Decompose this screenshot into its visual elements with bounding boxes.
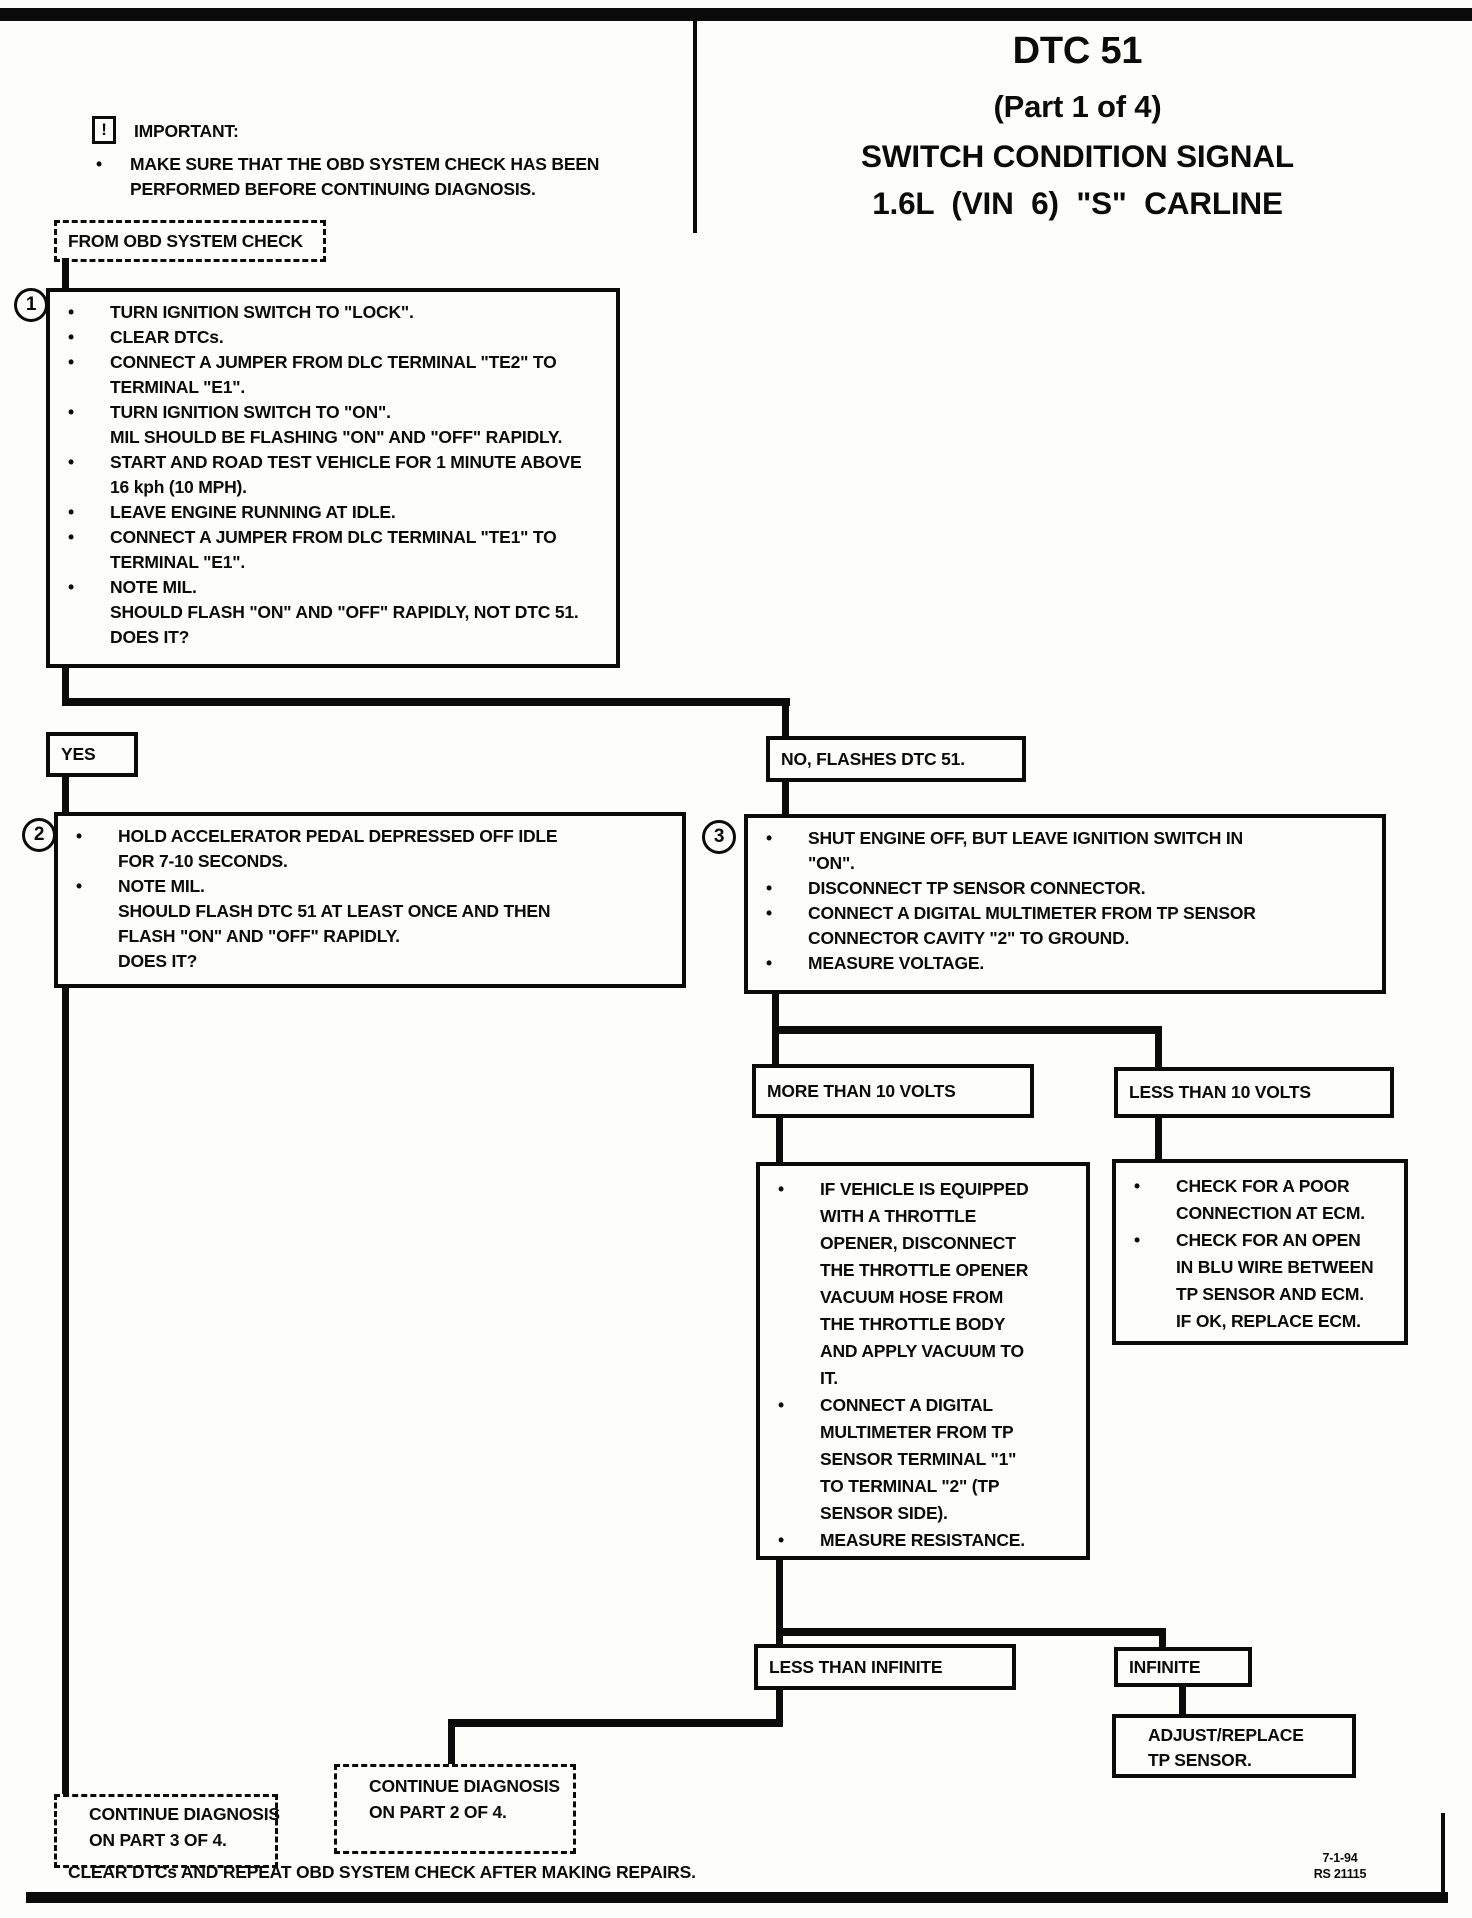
bullet-spacer: [778, 1446, 820, 1473]
footer-date: 7-1-94: [1322, 1851, 1358, 1865]
adjust-text: [1116, 1718, 1352, 1777]
bullet-spacer: [766, 926, 808, 951]
connector: [776, 1116, 783, 1164]
node-throttle-opener-check: [756, 1162, 1090, 1560]
line-text: MIL SHOULD BE FLASHING "ON" AND "OFF" RAPIDLY.: [110, 427, 563, 447]
text-line: [68, 550, 612, 575]
text-line: [68, 400, 612, 425]
line-text: CONNECT A DIGITAL MULTIMETER FROM TP SENSOR: [808, 903, 1256, 923]
bullet-spacer: [68, 475, 110, 500]
connector: [1179, 1685, 1186, 1715]
line-text: MEASURE RESISTANCE.: [820, 1530, 1025, 1550]
bullet-glyph: •: [68, 352, 74, 372]
text-line: [68, 375, 612, 400]
line-text: "ON".: [808, 853, 855, 873]
connector: [62, 698, 790, 706]
bullet-glyph: •: [778, 1179, 784, 1199]
line-text: NOTE MIL.: [110, 577, 197, 597]
line-text: CONNECT A DIGITAL: [820, 1395, 993, 1415]
line-text: AND APPLY VACUUM TO: [820, 1341, 1024, 1361]
title-carline: 1.6L (VIN 6) "S" CARLINE: [872, 185, 1283, 221]
bullet-glyph: •: [76, 826, 82, 846]
bullet-spacer: [778, 1338, 820, 1365]
text-line: [68, 425, 612, 450]
text-line: [1134, 1227, 1400, 1254]
bullet-glyph: •: [766, 828, 772, 848]
bullet-spacer: [778, 1473, 820, 1500]
line-text: SHOULD FLASH "ON" AND "OFF" RAPIDLY, NOT DTC 51.: [110, 602, 579, 622]
bullet-spacer: [76, 899, 118, 924]
text-line: [778, 1500, 1082, 1527]
line-text: TURN IGNITION SWITCH TO "ON".: [110, 402, 391, 422]
connector: [782, 779, 789, 816]
node-from-obd-system-check: FROM OBD SYSTEM CHECK: [54, 220, 326, 262]
bullet-glyph: •: [68, 302, 74, 322]
bullet-glyph: •: [778, 1395, 784, 1415]
line-text: DISCONNECT TP SENSOR CONNECTOR.: [808, 878, 1146, 898]
text-line: [355, 1799, 569, 1825]
step1-text: [50, 292, 616, 654]
bullet-glyph: •: [76, 876, 82, 896]
text-line: [766, 951, 1378, 976]
bullet-spacer: [1134, 1723, 1148, 1748]
bullet-spacer: [1134, 1748, 1148, 1773]
line-text: CONTINUE DIAGNOSIS: [89, 1804, 280, 1824]
text-line: [1134, 1200, 1400, 1227]
line-text: ADJUST/REPLACE: [1148, 1725, 1304, 1745]
text-line: [766, 876, 1378, 901]
line-text: PERFORMED BEFORE CONTINUING DIAGNOSIS.: [130, 179, 536, 199]
bullet-spacer: [1134, 1281, 1176, 1308]
text-line: [778, 1257, 1082, 1284]
line-text: CHECK FOR AN OPEN: [1176, 1230, 1361, 1250]
text-line: [75, 1801, 280, 1827]
connector: [772, 1026, 1162, 1034]
bullet-spacer: [96, 177, 130, 202]
text-line: [778, 1203, 1082, 1230]
bullet-glyph: •: [68, 577, 74, 597]
bullet-glyph: •: [1134, 1176, 1140, 1196]
bullet-spacer: [68, 550, 110, 575]
text-line: [68, 575, 612, 600]
line-text: THE THROTTLE OPENER: [820, 1260, 1029, 1280]
line-text: CHECK FOR A POOR: [1176, 1176, 1350, 1196]
step2-text: [58, 816, 682, 978]
text-line: [68, 625, 612, 650]
important-icon: [92, 116, 116, 144]
bullet-spacer: [76, 924, 118, 949]
text-line: [778, 1419, 1082, 1446]
line-text: OPENER, DISCONNECT: [820, 1233, 1016, 1253]
line-text: CONNECT A JUMPER FROM DLC TERMINAL "TE1" TO: [110, 527, 557, 547]
bullet-glyph: •: [68, 452, 74, 472]
bullet-spacer: [75, 1801, 89, 1827]
text-line: [778, 1527, 1082, 1554]
text-line: [778, 1230, 1082, 1257]
step-number-badge: [22, 818, 56, 852]
bullet-spacer: [68, 425, 110, 450]
page-title: DTC 51: [1012, 30, 1143, 72]
bullet-spacer: [1134, 1200, 1176, 1227]
text-line: [96, 177, 599, 202]
connector: [448, 1719, 783, 1727]
bullet-spacer: [355, 1799, 369, 1825]
title-divider: [693, 21, 697, 233]
exclamation-glyph: !: [101, 120, 107, 139]
line-text: MAKE SURE THAT THE OBD SYSTEM CHECK HAS BEEN: [130, 154, 600, 174]
line-text: TP SENSOR.: [1148, 1750, 1252, 1770]
line-text: MEASURE VOLTAGE.: [808, 953, 985, 973]
text-line: [778, 1311, 1082, 1338]
connector: [448, 1719, 455, 1766]
bullet-spacer: [766, 851, 808, 876]
bullet-spacer: [1134, 1254, 1176, 1281]
step-number-badge: [14, 288, 48, 322]
bullet-spacer: [778, 1500, 820, 1527]
text-line: [68, 450, 612, 475]
text-line: [96, 152, 599, 177]
step-number: 1: [25, 294, 37, 315]
bullet-spacer: [778, 1311, 820, 1338]
line-text: NOTE MIL.: [118, 876, 205, 896]
text-line: [68, 300, 612, 325]
line-text: SHOULD FLASH DTC 51 AT LEAST ONCE AND THEN: [118, 901, 551, 921]
text-line: [1134, 1281, 1400, 1308]
line-text: MULTIMETER FROM TP: [820, 1422, 1014, 1442]
node-step2: [54, 812, 686, 988]
connector: [782, 698, 789, 739]
bullet-spacer: [68, 375, 110, 400]
bullet-glyph: •: [68, 402, 74, 422]
line-text: TO TERMINAL "2" (TP: [820, 1476, 1000, 1496]
line-text: ON PART 2 OF 4.: [369, 1802, 507, 1822]
line-text: CONNECTION AT ECM.: [1176, 1203, 1365, 1223]
connector: [62, 775, 69, 814]
node-more-than-10-volts: MORE THAN 10 VOLTS: [752, 1064, 1034, 1118]
line-text: IT.: [820, 1368, 838, 1388]
important-text: [96, 152, 599, 202]
text-line: [778, 1176, 1082, 1203]
text-line: [778, 1473, 1082, 1500]
line-text: CLEAR DTCs.: [110, 327, 224, 347]
text-line: [766, 826, 1378, 851]
bullet-spacer: [778, 1284, 820, 1311]
connector: [62, 258, 69, 290]
connector: [62, 984, 69, 1796]
bullet-glyph: •: [766, 953, 772, 973]
node-infinite: INFINITE: [1114, 1647, 1252, 1687]
text-line: [75, 1827, 271, 1853]
footer-meta: [1265, 1850, 1415, 1882]
line-text: START AND ROAD TEST VEHICLE FOR 1 MINUTE ABOVE: [110, 452, 582, 472]
line-text: IN BLU WIRE BETWEEN: [1176, 1257, 1374, 1277]
line-text: THE THROTTLE BODY: [820, 1314, 1006, 1334]
text-line: [68, 350, 612, 375]
bullet-spacer: [68, 625, 110, 650]
line-text: CONNECTOR CAVITY "2" TO GROUND.: [808, 928, 1130, 948]
node-yes: YES: [46, 732, 138, 777]
node-continue-part3: [54, 1794, 278, 1868]
line-text: VACUUM HOSE FROM: [820, 1287, 1004, 1307]
text-line: [68, 525, 612, 550]
text-line: [778, 1446, 1082, 1473]
bullet-glyph: •: [96, 154, 102, 174]
bullet-glyph: •: [766, 878, 772, 898]
text-line: [778, 1338, 1082, 1365]
bullet-spacer: [778, 1419, 820, 1446]
line-text: FLASH "ON" AND "OFF" RAPIDLY.: [118, 926, 400, 946]
step3-text: [748, 818, 1382, 980]
title-part: (Part 1 of 4): [993, 89, 1162, 124]
node-step3: [744, 814, 1386, 994]
bullet-glyph: •: [1134, 1230, 1140, 1250]
line-text: HOLD ACCELERATOR PEDAL DEPRESSED OFF IDLE: [118, 826, 558, 846]
ecm-text: [1116, 1163, 1404, 1339]
connector: [776, 1628, 1166, 1636]
bullet-glyph: •: [778, 1530, 784, 1550]
bullet-glyph: •: [68, 502, 74, 522]
text-line: [68, 600, 612, 625]
line-text: CONNECT A JUMPER FROM DLC TERMINAL "TE2" TO: [110, 352, 557, 372]
connector: [1155, 1026, 1162, 1068]
bullet-glyph: •: [68, 327, 74, 347]
text-line: [778, 1284, 1082, 1311]
bullet-spacer: [76, 949, 118, 974]
line-text: DOES IT?: [110, 627, 190, 647]
line-text: ON PART 3 OF 4.: [89, 1830, 227, 1850]
line-text: CONTINUE DIAGNOSIS: [369, 1776, 560, 1796]
continue-part3-text: [57, 1797, 280, 1857]
title-block: [700, 30, 1455, 222]
line-text: FOR 7-10 SECONDS.: [118, 851, 288, 871]
bullet-spacer: [1134, 1308, 1176, 1335]
text-line: [778, 1392, 1082, 1419]
bullet-glyph: •: [766, 903, 772, 923]
step-number-badge: [702, 820, 736, 854]
text-line: [76, 824, 678, 849]
title-signal: SWITCH CONDITION SIGNAL: [861, 138, 1294, 174]
text-line: [355, 1773, 569, 1799]
bullet-spacer: [778, 1230, 820, 1257]
node-less-than-10-volts: LESS THAN 10 VOLTS: [1114, 1067, 1394, 1118]
text-line: [1134, 1748, 1348, 1773]
page-corner-border: [1441, 1813, 1445, 1895]
bullet-spacer: [76, 849, 118, 874]
text-line: [1134, 1254, 1400, 1281]
bullet-spacer: [778, 1365, 820, 1392]
connector: [1159, 1628, 1166, 1649]
text-line: [766, 851, 1378, 876]
continue-part2-text: [337, 1767, 573, 1829]
line-text: TERMINAL "E1".: [110, 552, 246, 572]
connector: [1155, 1116, 1162, 1161]
text-line: [68, 500, 612, 525]
text-line: [766, 926, 1378, 951]
important-label: IMPORTANT:: [134, 121, 239, 141]
text-line: [76, 924, 678, 949]
node-no-flashes-dtc51: NO, FLASHES DTC 51.: [766, 736, 1026, 782]
line-text: IF OK, REPLACE ECM.: [1176, 1311, 1361, 1331]
step-number: 2: [33, 824, 45, 845]
text-line: [76, 849, 678, 874]
bullet-spacer: [68, 600, 110, 625]
top-rule: [0, 8, 1472, 21]
throttle-text: [760, 1166, 1086, 1558]
text-line: [76, 874, 678, 899]
footer-code: RS 21115: [1313, 1867, 1367, 1881]
bullet-spacer: [778, 1257, 820, 1284]
text-line: [1134, 1308, 1400, 1335]
bullet-spacer: [75, 1827, 89, 1853]
line-text: SHUT ENGINE OFF, BUT LEAVE IGNITION SWITCH IN: [808, 828, 1243, 848]
node-less-than-infinite: LESS THAN INFINITE: [754, 1644, 1016, 1690]
line-text: SENSOR SIDE).: [820, 1503, 948, 1523]
footer-note: CLEAR DTCs AND REPEAT OBD SYSTEM CHECK AFTER MAKING REPAIRS.: [68, 1862, 696, 1882]
bullet-spacer: [778, 1203, 820, 1230]
text-line: [766, 901, 1378, 926]
text-line: [76, 899, 678, 924]
line-text: TP SENSOR AND ECM.: [1176, 1284, 1364, 1304]
bottom-rule: [26, 1892, 1448, 1903]
node-adjust-replace-tp-sensor: [1112, 1714, 1356, 1778]
line-text: TERMINAL "E1".: [110, 377, 246, 397]
line-text: DOES IT?: [118, 951, 198, 971]
text-line: [68, 325, 612, 350]
line-text: WITH A THROTTLE: [820, 1206, 977, 1226]
line-text: IF VEHICLE IS EQUIPPED: [820, 1179, 1029, 1199]
text-line: [1134, 1173, 1400, 1200]
text-line: [68, 475, 612, 500]
node-step1: [46, 288, 620, 668]
step-number: 3: [713, 826, 725, 847]
line-text: LEAVE ENGINE RUNNING AT IDLE.: [110, 502, 396, 522]
bullet-spacer: [355, 1773, 369, 1799]
line-text: SENSOR TERMINAL "1": [820, 1449, 1017, 1469]
text-line: [1134, 1723, 1348, 1748]
text-line: [76, 949, 678, 974]
line-text: 16 kph (10 MPH).: [110, 477, 247, 497]
bullet-glyph: •: [68, 527, 74, 547]
line-text: TURN IGNITION SWITCH TO "LOCK".: [110, 302, 414, 322]
node-ecm-check: [1112, 1159, 1408, 1345]
text-line: [778, 1365, 1082, 1392]
node-continue-part2: [334, 1764, 576, 1854]
